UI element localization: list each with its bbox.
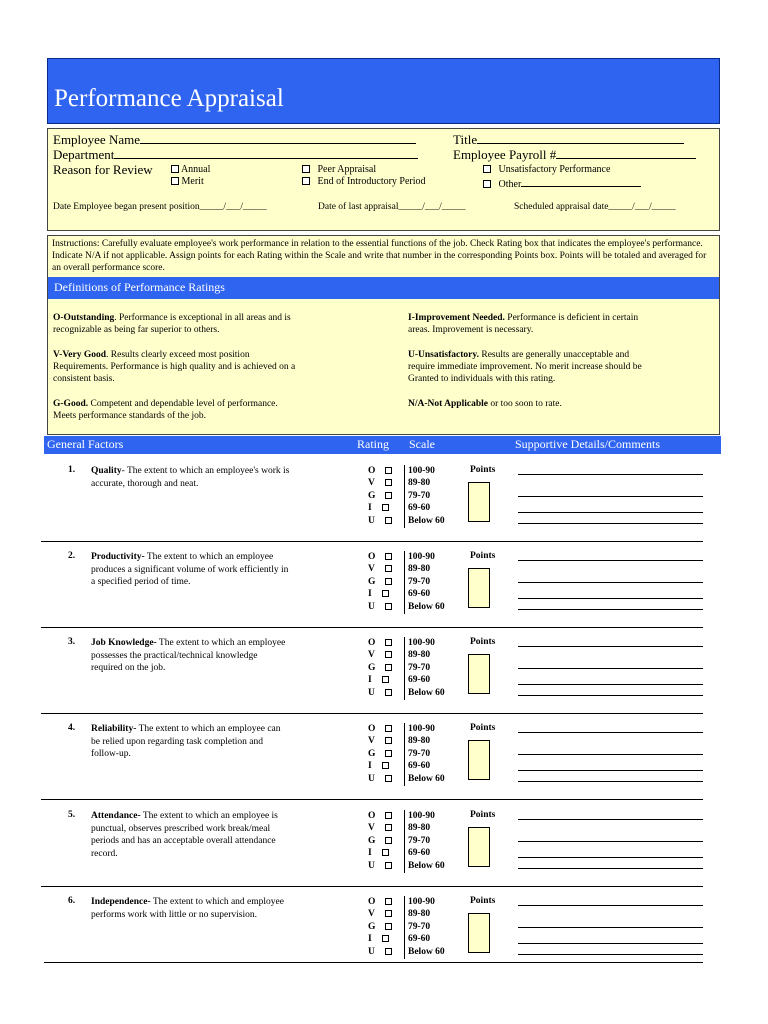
rating-option[interactable] bbox=[368, 637, 392, 649]
rating-letter: O bbox=[368, 897, 376, 907]
row-separator bbox=[44, 962, 703, 963]
definitions-heading: Definitions of Performance Ratings bbox=[48, 277, 719, 299]
rating-letter: V bbox=[368, 823, 375, 834]
rating-letter: V bbox=[368, 478, 375, 489]
rating-checkbox[interactable] bbox=[385, 479, 392, 486]
comment-line[interactable] bbox=[518, 695, 703, 696]
def-unsatisfactory-term: U-Unsatisfactory. bbox=[408, 350, 479, 360]
rating-letter: I bbox=[368, 761, 372, 772]
reason-intro-label: End of Introductory Period bbox=[317, 176, 426, 187]
factor-number: 2. bbox=[68, 551, 76, 561]
row-separator bbox=[41, 627, 703, 628]
factor-name: Attendance- bbox=[91, 811, 141, 821]
date-scheduled[interactable]: Scheduled appraisal date_____/___/_____ bbox=[514, 202, 676, 212]
rating-checkbox[interactable] bbox=[385, 578, 392, 585]
rating-option[interactable] bbox=[368, 748, 392, 760]
points-input[interactable] bbox=[468, 482, 490, 522]
factor-description bbox=[91, 810, 291, 860]
reason-peer[interactable] bbox=[302, 164, 376, 175]
def-unsatisfactory-text: Results are generally unacceptable and require immediate improvement. No merit increase should be Granted to individuals with this rating. bbox=[408, 350, 642, 384]
rating-letter: O bbox=[368, 724, 376, 734]
comment-line[interactable] bbox=[518, 841, 703, 842]
rating-option[interactable] bbox=[368, 735, 392, 747]
column-divider bbox=[404, 465, 405, 528]
instructions-panel bbox=[47, 235, 720, 435]
rating-letter: O bbox=[368, 466, 376, 476]
row-separator bbox=[41, 541, 703, 542]
points-label: Points bbox=[470, 896, 496, 906]
rating-letter: I bbox=[368, 848, 372, 859]
factor-text: The extent to which an employee is punctual, observes prescribed work break/meal periods and has an acceptable overall attendance record. bbox=[91, 811, 278, 859]
comment-line[interactable] bbox=[518, 905, 703, 906]
rating-option[interactable] bbox=[368, 576, 392, 588]
row-separator bbox=[41, 799, 703, 800]
rating-letter: G bbox=[368, 748, 376, 759]
scale-values bbox=[408, 465, 445, 527]
rating-checkbox[interactable] bbox=[385, 517, 392, 524]
reason-unsatisfactory-label: Unsatisfactory Performance bbox=[498, 164, 611, 175]
title-row bbox=[453, 132, 684, 148]
scale-value: 69-60 bbox=[408, 848, 431, 859]
rating-option[interactable] bbox=[368, 465, 392, 477]
rating-option[interactable] bbox=[368, 908, 392, 920]
department-label: Department bbox=[53, 147, 115, 162]
rating-option[interactable] bbox=[368, 946, 392, 958]
col-comments: Supportive Details/Comments bbox=[515, 437, 660, 451]
rating-checkbox[interactable] bbox=[385, 824, 392, 831]
rating-letter: I bbox=[368, 589, 372, 600]
scale-value: 89-80 bbox=[408, 650, 431, 661]
def-improvement-text: Performance is deficient in certain areas. Improvement is necessary. bbox=[408, 313, 639, 335]
rating-options bbox=[368, 551, 392, 613]
department-field[interactable] bbox=[114, 147, 418, 159]
row-separator bbox=[41, 713, 703, 714]
title-banner bbox=[47, 58, 720, 124]
checkbox[interactable] bbox=[483, 180, 491, 188]
title-field[interactable] bbox=[477, 132, 684, 144]
rating-option[interactable] bbox=[368, 563, 392, 575]
scale-value: 100-90 bbox=[408, 897, 435, 907]
rating-option[interactable] bbox=[368, 773, 392, 785]
rating-letter: O bbox=[368, 552, 376, 562]
def-very-good bbox=[53, 349, 303, 385]
rating-letter: G bbox=[368, 662, 376, 673]
col-rating: Rating bbox=[357, 437, 389, 451]
comment-line[interactable] bbox=[518, 943, 703, 944]
payroll-field[interactable] bbox=[556, 147, 696, 159]
def-unsatisfactory bbox=[408, 349, 658, 385]
points-input[interactable] bbox=[468, 568, 490, 608]
rating-checkbox[interactable] bbox=[385, 923, 392, 930]
checkbox[interactable] bbox=[171, 165, 179, 173]
comment-line[interactable] bbox=[518, 523, 703, 524]
instructions-text: Instructions: Carefully evaluate employee's work performance in relation to the essential functions of the job. Check Rating box that indicates the employee's performance. Indicate N/A if not applicable. Assign points for each Rating within the Scale and write that number in the corresponding Points box. Points will be totaled and averaged for an overall performance score. bbox=[52, 239, 707, 273]
reason-intro[interactable] bbox=[302, 176, 426, 187]
points-input[interactable] bbox=[468, 740, 490, 780]
rating-checkbox[interactable] bbox=[385, 492, 392, 499]
scale-value: 69-60 bbox=[408, 503, 431, 514]
comment-line[interactable] bbox=[518, 781, 703, 782]
rating-letter: U bbox=[368, 773, 375, 784]
points-label: Points bbox=[470, 637, 496, 647]
col-general-factors: General Factors bbox=[47, 437, 124, 451]
column-divider bbox=[404, 551, 405, 614]
def-outstanding-text: . Performance is exceptional in all areas and is recognizable as being far superior to others. bbox=[53, 313, 291, 335]
def-good-text: Competent and dependable level of performance. Meets performance standards of the job. bbox=[53, 399, 278, 421]
def-good bbox=[53, 398, 303, 422]
factor-name: Independence- bbox=[91, 897, 151, 907]
factor-description bbox=[91, 637, 291, 675]
rating-checkbox[interactable] bbox=[382, 504, 389, 511]
comment-line[interactable] bbox=[518, 646, 703, 647]
scale-values bbox=[408, 896, 445, 958]
comment-line[interactable] bbox=[518, 819, 703, 820]
rating-checkbox[interactable] bbox=[385, 467, 392, 474]
checkbox[interactable] bbox=[302, 177, 310, 185]
rating-letter: U bbox=[368, 687, 375, 698]
points-input[interactable] bbox=[468, 913, 490, 953]
reason-other[interactable] bbox=[483, 176, 641, 190]
factor-number: 4. bbox=[68, 723, 76, 733]
factor-row bbox=[44, 896, 704, 962]
employee-info-panel bbox=[47, 128, 720, 231]
rating-letter: U bbox=[368, 860, 375, 871]
rating-checkbox[interactable] bbox=[385, 725, 392, 732]
rating-option[interactable] bbox=[368, 835, 392, 847]
column-divider bbox=[404, 810, 405, 873]
rating-option[interactable] bbox=[368, 860, 392, 872]
rating-checkbox[interactable] bbox=[385, 553, 392, 560]
rating-checkbox[interactable] bbox=[385, 948, 392, 955]
comment-line[interactable] bbox=[518, 582, 703, 583]
rating-option[interactable] bbox=[368, 687, 392, 699]
def-na bbox=[408, 398, 658, 410]
factor-number: 6. bbox=[68, 896, 76, 906]
factor-name: Quality bbox=[91, 466, 122, 476]
date-began[interactable]: Date Employee began present position_____/___/_____ bbox=[53, 202, 267, 212]
scale-value: 100-90 bbox=[408, 466, 435, 476]
rating-letter: G bbox=[368, 490, 376, 501]
scale-values bbox=[408, 810, 445, 872]
rating-checkbox[interactable] bbox=[385, 837, 392, 844]
points-label: Points bbox=[470, 810, 496, 820]
rating-option[interactable] bbox=[368, 760, 392, 772]
rating-letter: I bbox=[368, 934, 372, 945]
employee-name-field[interactable] bbox=[140, 132, 416, 144]
rating-letter: G bbox=[368, 576, 376, 587]
scale-value: 69-60 bbox=[408, 934, 431, 945]
scale-value: 100-90 bbox=[408, 724, 435, 734]
comment-line[interactable] bbox=[518, 512, 703, 513]
scale-value: 100-90 bbox=[408, 811, 435, 821]
scale-value: 79-70 bbox=[408, 748, 431, 759]
scale-value: 89-80 bbox=[408, 564, 431, 575]
comment-line[interactable] bbox=[518, 598, 703, 599]
rating-option[interactable] bbox=[368, 490, 392, 502]
rating-options bbox=[368, 896, 392, 958]
scale-value: 79-70 bbox=[408, 921, 431, 932]
column-divider bbox=[404, 723, 405, 786]
column-divider bbox=[404, 637, 405, 700]
comment-line[interactable] bbox=[518, 668, 703, 669]
rating-option[interactable] bbox=[368, 896, 392, 908]
scale-value: 89-80 bbox=[408, 478, 431, 489]
reason-merit-label: Merit bbox=[181, 176, 204, 187]
comment-line[interactable] bbox=[518, 684, 703, 685]
scale-value: 100-90 bbox=[408, 552, 435, 562]
scale-value: 100-90 bbox=[408, 638, 435, 648]
rating-letter: V bbox=[368, 650, 375, 661]
scale-value: 89-80 bbox=[408, 909, 431, 920]
scale-value: Below 60 bbox=[408, 946, 445, 957]
rating-checkbox[interactable] bbox=[382, 849, 389, 856]
checkbox[interactable] bbox=[302, 165, 310, 173]
reason-unsatisfactory[interactable] bbox=[483, 164, 610, 175]
factors-header bbox=[44, 436, 721, 454]
comment-line[interactable] bbox=[518, 857, 703, 858]
scale-value: 79-70 bbox=[408, 662, 431, 673]
scale-value: 69-60 bbox=[408, 761, 431, 772]
checkbox[interactable] bbox=[483, 165, 491, 173]
reason-label: Reason for Review bbox=[53, 162, 153, 177]
rating-checkbox[interactable] bbox=[385, 651, 392, 658]
rating-letter: O bbox=[368, 638, 376, 648]
rating-option[interactable] bbox=[368, 551, 392, 563]
def-outstanding-term: O-Outstanding bbox=[53, 313, 115, 323]
factor-number: 3. bbox=[68, 637, 76, 647]
factor-text: The extent to which an employee possesses the practical/technical knowledge required on the job. bbox=[91, 638, 286, 673]
factor-description bbox=[91, 551, 291, 589]
scale-value: 79-70 bbox=[408, 835, 431, 846]
rating-checkbox[interactable] bbox=[385, 812, 392, 819]
reason-other-label: Other bbox=[498, 179, 522, 190]
rating-letter: I bbox=[368, 503, 372, 514]
comment-line[interactable] bbox=[518, 954, 703, 955]
comment-line[interactable] bbox=[518, 927, 703, 928]
rating-option[interactable] bbox=[368, 921, 392, 933]
factor-text: The extent to which an employee can be relied upon regarding task completion and follow-up. bbox=[91, 724, 281, 759]
scale-value: 69-60 bbox=[408, 675, 431, 686]
rating-checkbox[interactable] bbox=[385, 664, 392, 671]
comment-line[interactable] bbox=[518, 770, 703, 771]
rating-option[interactable] bbox=[368, 515, 392, 527]
scale-value: 79-70 bbox=[408, 490, 431, 501]
factor-row bbox=[44, 810, 704, 876]
def-outstanding bbox=[53, 312, 303, 336]
scale-value: 79-70 bbox=[408, 576, 431, 587]
comment-line[interactable] bbox=[518, 474, 703, 475]
rating-checkbox[interactable] bbox=[385, 565, 392, 572]
scale-value: Below 60 bbox=[408, 773, 445, 784]
rating-checkbox[interactable] bbox=[382, 762, 389, 769]
scale-value: Below 60 bbox=[408, 687, 445, 698]
reason-merit[interactable] bbox=[171, 176, 204, 187]
def-na-text: or too soon to rate. bbox=[487, 399, 562, 409]
rating-letter: V bbox=[368, 909, 375, 920]
scale-values bbox=[408, 637, 445, 699]
def-improvement bbox=[408, 312, 658, 336]
rating-options bbox=[368, 465, 392, 527]
rating-option[interactable] bbox=[368, 674, 392, 686]
comment-line[interactable] bbox=[518, 754, 703, 755]
rating-checkbox[interactable] bbox=[385, 910, 392, 917]
scale-value: 69-60 bbox=[408, 589, 431, 600]
page-title: Performance Appraisal bbox=[54, 85, 284, 112]
column-divider bbox=[404, 896, 405, 959]
rating-letter: I bbox=[368, 675, 372, 686]
payroll-label: Employee Payroll # bbox=[453, 147, 557, 162]
rating-options bbox=[368, 637, 392, 699]
rating-letter: U bbox=[368, 601, 375, 612]
rating-checkbox[interactable] bbox=[385, 737, 392, 744]
rating-options bbox=[368, 723, 392, 785]
rating-letter: G bbox=[368, 835, 376, 846]
factor-name: Job Knowledge- bbox=[91, 638, 157, 648]
scale-values bbox=[408, 723, 445, 785]
reason-annual-label: Annual bbox=[180, 164, 211, 175]
employee-name-label: Employee Name bbox=[53, 132, 140, 147]
points-label: Points bbox=[470, 465, 496, 475]
reason-peer-label: Peer Appraisal bbox=[317, 164, 377, 175]
rating-checkbox[interactable] bbox=[385, 898, 392, 905]
rating-option[interactable] bbox=[368, 933, 392, 945]
rating-option[interactable] bbox=[368, 588, 392, 600]
rating-letter: G bbox=[368, 921, 376, 932]
scale-values bbox=[408, 551, 445, 613]
scale-value: 89-80 bbox=[408, 736, 431, 747]
department-row bbox=[53, 147, 418, 163]
rating-checkbox[interactable] bbox=[385, 639, 392, 646]
other-field[interactable] bbox=[521, 176, 641, 187]
factor-name: Reliability- bbox=[91, 724, 137, 734]
comment-line[interactable] bbox=[518, 868, 703, 869]
def-very-good-text: . Results clearly exceed most position Requirements. Performance is high quality and is achieved on a consistent basis. bbox=[53, 350, 296, 384]
rating-option[interactable] bbox=[368, 847, 392, 859]
factor-text: The extent to which and employee performs work with little or no supervision. bbox=[91, 897, 284, 920]
rating-checkbox[interactable] bbox=[382, 935, 389, 942]
def-na-term: N/A-Not Applicable bbox=[408, 399, 488, 409]
checkbox[interactable] bbox=[171, 177, 179, 185]
comment-line[interactable] bbox=[518, 732, 703, 733]
def-very-good-term: V-Very Good bbox=[53, 350, 107, 360]
factor-number: 5. bbox=[68, 810, 76, 820]
reason-annual[interactable] bbox=[171, 164, 210, 175]
rating-option[interactable] bbox=[368, 649, 392, 661]
def-good-term: G-Good. bbox=[53, 399, 89, 409]
rating-checkbox[interactable] bbox=[385, 775, 392, 782]
rating-options bbox=[368, 810, 392, 872]
rating-checkbox[interactable] bbox=[382, 676, 389, 683]
factor-row bbox=[44, 723, 704, 789]
scale-value: Below 60 bbox=[408, 860, 445, 871]
factor-text: - The extent to which an employee's work is accurate, thorough and neat. bbox=[91, 466, 290, 489]
factor-description bbox=[91, 896, 291, 921]
rating-option[interactable] bbox=[368, 822, 392, 834]
rating-option[interactable] bbox=[368, 810, 392, 822]
factor-number: 1. bbox=[68, 465, 76, 475]
points-label: Points bbox=[470, 723, 496, 733]
rating-checkbox[interactable] bbox=[382, 590, 389, 597]
comment-line[interactable] bbox=[518, 560, 703, 561]
scale-value: 89-80 bbox=[408, 823, 431, 834]
factor-row bbox=[44, 637, 704, 703]
rating-letter: O bbox=[368, 811, 376, 821]
payroll-row bbox=[453, 147, 696, 163]
rating-option[interactable] bbox=[368, 723, 392, 735]
factor-row bbox=[44, 551, 704, 617]
points-input[interactable] bbox=[468, 827, 490, 867]
rating-checkbox[interactable] bbox=[385, 862, 392, 869]
title-label: Title bbox=[453, 132, 478, 147]
comment-line[interactable] bbox=[518, 609, 703, 610]
points-input[interactable] bbox=[468, 654, 490, 694]
rating-letter: V bbox=[368, 736, 375, 747]
rating-option[interactable] bbox=[368, 662, 392, 674]
factor-description bbox=[91, 465, 291, 490]
rating-checkbox[interactable] bbox=[385, 603, 392, 610]
rating-option[interactable] bbox=[368, 601, 392, 613]
rating-letter: U bbox=[368, 946, 375, 957]
scale-value: Below 60 bbox=[408, 515, 445, 526]
rating-option[interactable] bbox=[368, 477, 392, 489]
rating-option[interactable] bbox=[368, 502, 392, 514]
comment-line[interactable] bbox=[518, 496, 703, 497]
col-scale: Scale bbox=[409, 437, 435, 451]
def-improvement-term: I-Improvement Needed. bbox=[408, 313, 505, 323]
date-last-appraisal[interactable]: Date of last appraisal_____/___/_____ bbox=[318, 202, 466, 212]
factor-description bbox=[91, 723, 291, 761]
row-separator bbox=[41, 886, 703, 887]
rating-letter: U bbox=[368, 515, 375, 526]
factor-text: The extent to which an employee produces a significant volume of work efficiently in a specified period of time. bbox=[91, 552, 289, 587]
scale-value: Below 60 bbox=[408, 601, 445, 612]
factor-name: Productivity- bbox=[91, 552, 145, 562]
employee-name-row bbox=[53, 132, 416, 148]
rating-letter: V bbox=[368, 564, 375, 575]
rating-checkbox[interactable] bbox=[385, 750, 392, 757]
rating-checkbox[interactable] bbox=[385, 689, 392, 696]
factor-row bbox=[44, 465, 704, 531]
points-label: Points bbox=[470, 551, 496, 561]
